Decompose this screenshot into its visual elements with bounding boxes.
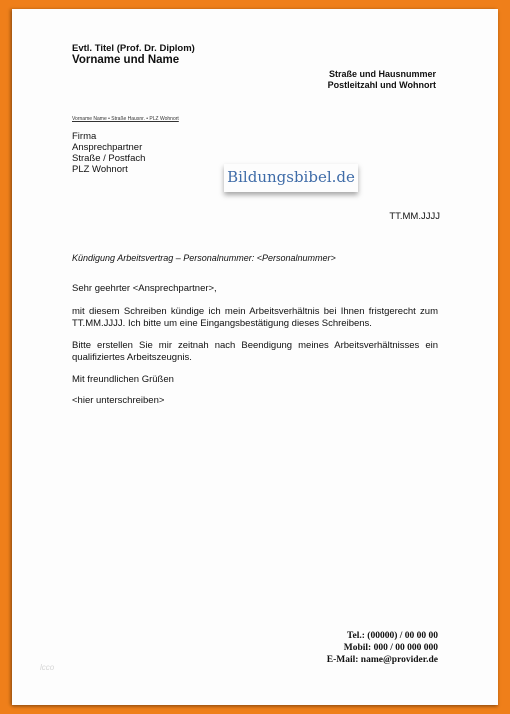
letter-subject: Kündigung Arbeitsvertrag – Personalnummer: <Personalnummer> [72, 253, 336, 263]
return-address-line: Vorname Name • Straße Hausnr. • PLZ Wohnort [72, 116, 179, 122]
recipient-company: Firma [72, 131, 97, 142]
body-paragraph-1: mit diesem Schreiben kündige ich mein Arbeitsverhältnis bei Ihnen fristgerecht zum TT.MM.JJJJ. Ich bitte um eine Eingangsbestätigung dieses Schreibens. [72, 306, 438, 329]
faint-corner-mark: lcco [40, 663, 55, 672]
body-paragraph-2: Bitte erstellen Sie mir zeitnah nach Beendigung meines Arbeitsverhältnisses ein qualifiziertes Arbeitszeugnis. [72, 340, 438, 363]
sender-name: Vorname und Name [72, 54, 180, 66]
letter-date: TT.MM.JJJJ [389, 211, 440, 222]
recipient-contact: Ansprechpartner [72, 142, 143, 153]
footer-phone: Tel.: (00000) / 00 00 00 [347, 631, 438, 641]
signature-placeholder: <hier unterschreiben> [72, 395, 165, 406]
closing: Mit freundlichen Grüßen [72, 374, 174, 385]
recipient-street: Straße / Postfach [72, 153, 146, 164]
recipient-city: PLZ Wohnort [72, 164, 128, 175]
letter-page [12, 9, 498, 705]
sender-street: Straße und Hausnummer [328, 69, 436, 79]
sender-title-line: Evtl. Titel (Prof. Dr. Diplom) [72, 43, 195, 54]
sender-city: Postleitzahl und Wohnort [327, 80, 436, 90]
salutation: Sehr geehrter <Ansprechpartner>, [72, 283, 217, 294]
watermark-logo: Bildungsbibel.de [224, 164, 358, 192]
footer-mobile: Mobil: 000 / 00 000 000 [343, 643, 438, 653]
footer-email: E-Mail: name@provider.de [326, 655, 438, 665]
